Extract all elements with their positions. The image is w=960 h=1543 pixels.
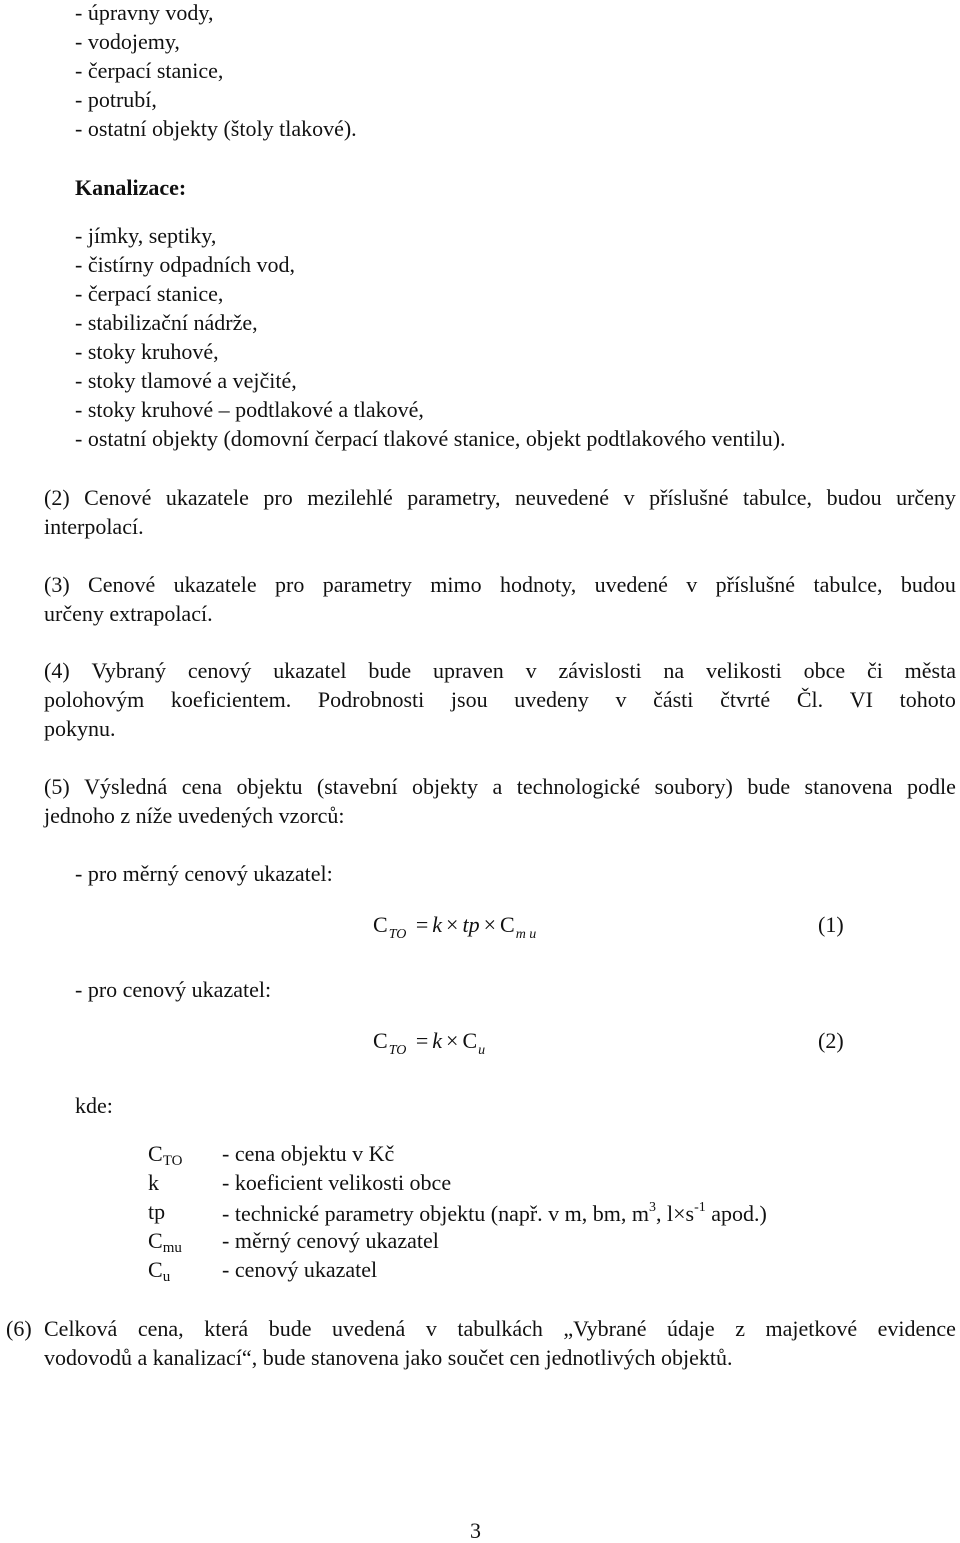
list-item: - jímky, septiky, xyxy=(75,223,217,248)
list-item: - čistírny odpadních vod, xyxy=(75,252,295,277)
paragraph-3-line-2: určeny extrapolací. xyxy=(44,601,213,626)
paragraph-2-line-2: interpolací. xyxy=(44,514,144,539)
legend-description: - koeficient velikosti obce xyxy=(222,1170,452,1195)
paragraph-5-line-1: (5) Výsledná cena objektu (stavební objekty a technologické soubory) bude stanovena podle xyxy=(44,774,956,799)
list-item: - stoky kruhové, xyxy=(75,339,219,364)
list-item: - ostatní objekty (domovní čerpací tlakové stanice, objekt podtlakového ventilu). xyxy=(75,426,786,451)
legend-description: - měrný cenový ukazatel xyxy=(222,1228,439,1253)
list-item: - čerpací stanice, xyxy=(75,281,224,306)
paragraph-4-line-3: pokynu. xyxy=(44,716,116,741)
legend-description: - cena objektu v Kč xyxy=(222,1141,395,1166)
paragraph-6-number: (6) xyxy=(6,1316,32,1341)
legend-symbol: $C_{mu}$ xyxy=(148,1228,182,1256)
legend-symbol: tp xyxy=(148,1199,166,1224)
list-item: - stoky tlamové a vejčité, xyxy=(75,368,297,393)
formula-2-number: (2) xyxy=(818,1028,844,1053)
legend-symbol: $C_u$ xyxy=(148,1257,171,1285)
formula-2: $C_{TO} = k \times C_u$ xyxy=(373,1028,486,1058)
formula-1-number: (1) xyxy=(818,912,844,937)
list-item: - stoky kruhové – podtlakové a tlakové, xyxy=(75,397,424,422)
section-heading-sewer: Kanalizace: xyxy=(75,175,187,200)
label-price-indicator: - pro cenový ukazatel: xyxy=(75,977,272,1002)
label-specific-indicator: - pro měrný cenový ukazatel: xyxy=(75,861,333,886)
legend-description: - technické parametry objektu (např. v m, bm, $m^3$, $l\times s^{-1}$ apod.) xyxy=(222,1200,767,1226)
list-item: - vodojemy, xyxy=(75,29,180,54)
legend-description: - cenový ukazatel xyxy=(222,1257,378,1282)
paragraph-4-line-1: (4) Vybraný cenový ukazatel bude upraven v závislosti na velikosti obce či města xyxy=(44,658,956,683)
list-item: - ostatní objekty (štoly tlakové). xyxy=(75,116,357,141)
legend-symbol: $C_{TO}$ xyxy=(148,1141,183,1169)
where-label: kde: xyxy=(75,1093,113,1118)
paragraph-3-line-1: (3) Cenové ukazatele pro parametry mimo hodnoty, uvedené v příslušné tabulce, budou xyxy=(44,572,956,597)
paragraph-4-line-2: polohovým koeficientem. Podrobnosti jsou uvedeny v části čtvrté Čl. VI tohoto xyxy=(44,687,956,712)
page-number: 3 xyxy=(470,1518,481,1543)
paragraph-2-line-1: (2) Cenové ukazatele pro mezilehlé parametry, neuvedené v příslušné tabulce, budou určeny xyxy=(44,485,956,510)
list-item: - čerpací stanice, xyxy=(75,58,224,83)
paragraph-6-line-2: vodovodů a kanalizací“, bude stanovena jako součet cen jednotlivých objektů. xyxy=(44,1345,733,1370)
paragraph-5-line-2: jednoho z níže uvedených vzorců: xyxy=(44,803,345,828)
formula-1: $C_{TO} = k$ × tp × $C_{m u}$ xyxy=(373,912,537,942)
list-item: - stabilizační nádrže, xyxy=(75,310,258,335)
paragraph-6-line-1: Celková cena, která bude uvedená v tabulkách „Vybrané údaje z majetkové evidence xyxy=(44,1316,956,1341)
legend-symbol: k xyxy=(148,1170,159,1195)
list-item: - potrubí, xyxy=(75,87,157,112)
list-item: - úpravny vody, xyxy=(75,0,214,25)
